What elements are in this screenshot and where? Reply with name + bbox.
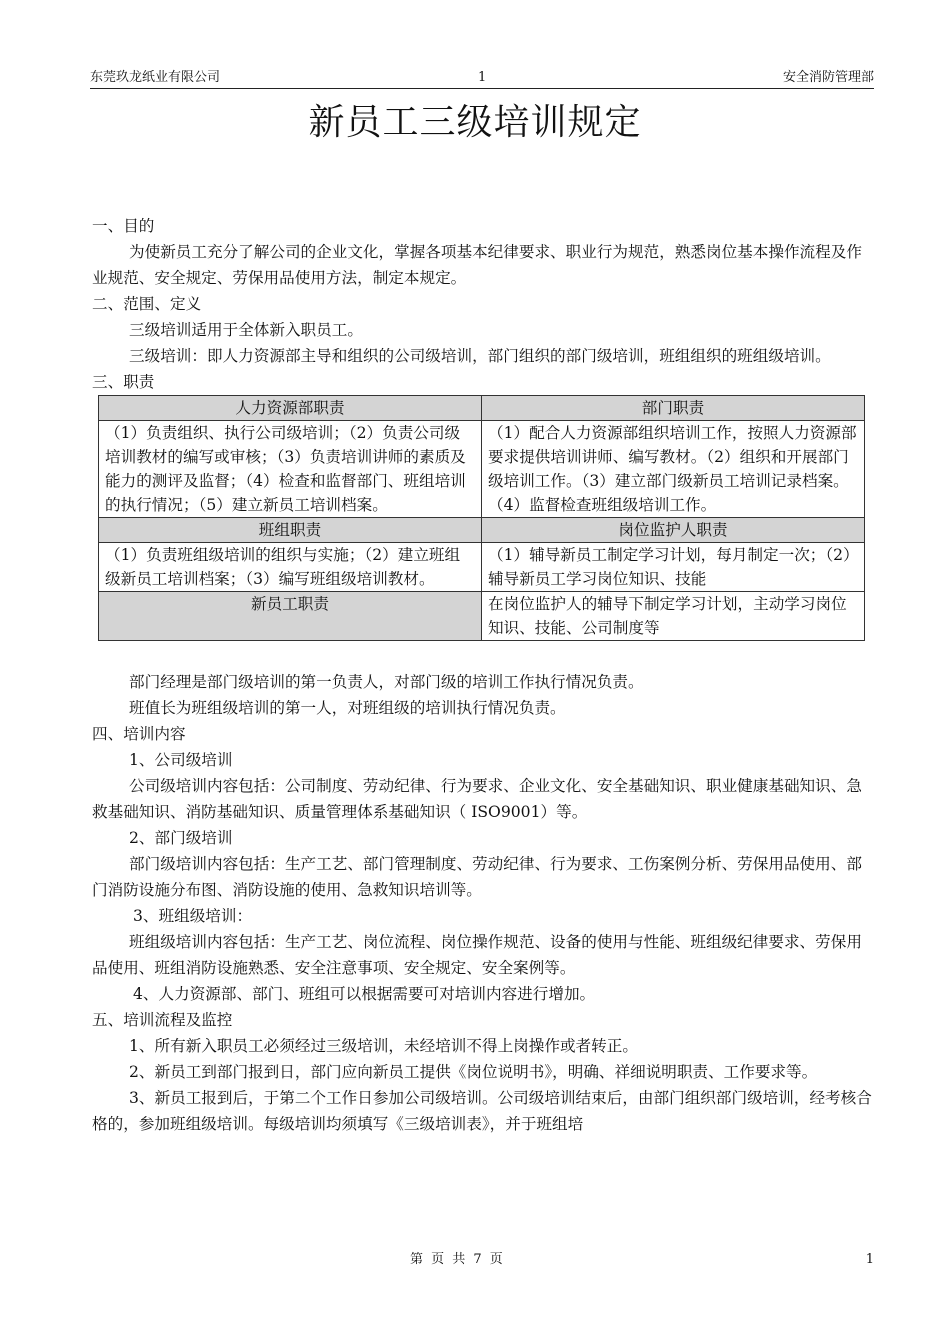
purpose-paragraph: 为使新员工充分了解公司的企业文化，掌握各项基本纪律要求、职业行为规范，熟悉岗位基本操作流程及作业规范、安全规定、劳保用品使用方法，制定本规定。	[92, 243, 862, 287]
newhire-duties-header: 新员工职责	[99, 592, 482, 641]
section-heading-purpose: 一、目的	[92, 217, 155, 235]
table-row	[99, 518, 865, 543]
page-footer	[90, 1252, 874, 1270]
dept-level-paragraph: 部门级培训内容包括：生产工艺、部门管理制度、劳动纪律、行为要求、工伤案例分析、劳保用品使用、部门消防设施分布图、消防设施的使用、急救知识培训等。	[92, 855, 862, 899]
header-page-number: 1	[478, 70, 487, 85]
document-title: 新员工三级培训规定	[308, 102, 642, 143]
team-level-paragraph: 班组级培训内容包括：生产工艺、岗位流程、岗位操作规范、设备的使用与性能、班组级纪律要求、劳保用品使用、班组消防设施熟悉、安全注意事项、安全规定、安全案例等。	[92, 933, 862, 977]
subheading-team-level: 3、班组级培训：	[133, 907, 253, 925]
header-company: 东莞玖龙纸业有限公司	[90, 70, 221, 85]
shift-leader-paragraph: 班值长为班组级培训的第一人，对班组级的培训执行情况负责。	[129, 699, 566, 717]
hr-duties-header: 人力资源部职责	[99, 396, 482, 421]
team-duties-cell: （1）负责班组级培训的组织与实施；（2）建立班组级新员工培训档案；（3）编写班组级培训教材。	[99, 543, 482, 592]
section-heading-process: 五、培训流程及监控	[92, 1011, 233, 1029]
company-level-paragraph: 公司级培训内容包括：公司制度、劳动纪律、行为要求、企业文化、安全基础知识、职业健康基础知识、急救基础知识、消防基础知识、质量管理体系基础知识（ ISO9001）等。	[92, 777, 862, 821]
dept-manager-paragraph: 部门经理是部门级培训的第一负责人，对部门级的培训工作执行情况负责。	[129, 673, 644, 691]
process-paragraph-2: 2、新员工到部门报到日，部门应向新员工提供《岗位说明书》，明确、祥细说明职责、工作要求等。	[129, 1063, 818, 1081]
process-paragraph-1: 1、所有新入职员工必须经过三级培训，未经培训不得上岗操作或者转正。	[129, 1037, 638, 1055]
subheading-company-level: 1、公司级培训	[129, 751, 233, 769]
subheading-dept-level: 2、部门级培训	[129, 829, 233, 847]
document-body	[92, 213, 872, 1137]
footer-page-number: 1	[865, 1252, 874, 1267]
content-addition-paragraph: 4、人力资源部、部门、班组可以根据需要可对培训内容进行增加。	[133, 985, 596, 1003]
guardian-duties-header: 岗位监护人职责	[482, 518, 865, 543]
section-heading-duties: 三、职责	[92, 373, 155, 391]
section-heading-content: 四、培训内容	[92, 725, 186, 743]
section-heading-scope: 二、范围、定义	[92, 295, 202, 313]
header-department: 安全消防管理部	[782, 70, 874, 85]
dept-duties-header: 部门职责	[482, 396, 865, 421]
table-row	[99, 543, 865, 592]
scope-paragraph: 三级培训适用于全体新入职员工。	[129, 321, 363, 339]
definition-paragraph: 三级培训：即人力资源部主导和组织的公司级培训，部门组织的部门级培训，班组组织的班组级培训。	[129, 347, 831, 365]
team-duties-header: 班组职责	[99, 518, 482, 543]
guardian-duties-cell: （1）辅导新员工制定学习计划，每月制定一次；（2）辅导新员工学习岗位知识、技能	[482, 543, 865, 592]
process-paragraph-3: 3、新员工报到后，于第二个工作日参加公司级培训。公司级培训结束后，由部门组织部门级培训，经考核合格的，参加班组级培训。每级培训均须填写《三级培训表》，并于班组培	[92, 1089, 872, 1133]
footer-page-info: 第 页 共 7 页	[410, 1252, 503, 1267]
table-row	[99, 421, 865, 518]
table-row	[99, 396, 865, 421]
page-header	[90, 70, 874, 89]
dept-duties-cell: （1）配合人力资源部组织培训工作，按照人力资源部要求提供培训讲师、编写教材。（2）组织和开展部门级培训工作。（3）建立部门级新员工培训记录档案。（4）监督检查班组级培训工作。	[482, 421, 865, 518]
hr-duties-cell: （1）负责组织、执行公司级培训；（2）负责公司级培训教材的编写或审核；（3）负责培训讲师的素质及能力的测评及监督；（4）检查和监督部门、班组培训的执行情况；（5）建立新员工培训档案。	[99, 421, 482, 518]
table-row	[99, 592, 865, 641]
duties-table	[98, 395, 865, 641]
newhire-duties-cell: 在岗位监护人的辅导下制定学习计划，主动学习岗位知识、技能、公司制度等	[482, 592, 865, 641]
